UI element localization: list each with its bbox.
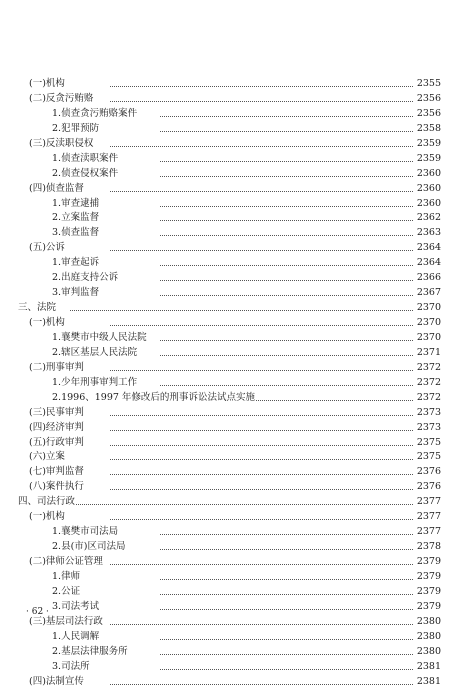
dot-leader (160, 211, 413, 226)
toc-entry (0, 465, 450, 480)
toc-entry (0, 540, 450, 555)
page-number: · 62 · (26, 607, 49, 617)
toc-entry (0, 436, 450, 451)
toc-entry-title: 3.司法考试 (52, 600, 100, 615)
toc-entry-title: 三、法院 (18, 301, 57, 316)
toc-entry-page: 2380 (413, 615, 441, 630)
toc-entry (0, 241, 450, 256)
dot-leader (110, 241, 413, 256)
toc-entry-title: (六)立案 (29, 450, 66, 465)
toc-entry-title: (四)侦查监督 (29, 182, 85, 197)
toc-entry-title: 3.司法所 (52, 660, 91, 675)
toc-entry-page: 2373 (413, 421, 441, 436)
toc-entry-page: 2380 (413, 645, 441, 660)
toc-entry-title: (三)基层司法行政 (29, 615, 104, 630)
toc-entry (0, 301, 450, 316)
dot-leader (110, 675, 413, 689)
toc-entry-page: 2360 (413, 182, 441, 197)
toc-entry-page: 2379 (413, 585, 441, 600)
dot-leader (160, 286, 413, 301)
toc-entry-title: 3.审判监督 (52, 286, 100, 301)
toc-entry (0, 660, 450, 675)
dot-leader (160, 630, 413, 645)
toc-entry (0, 630, 450, 645)
toc-entry (0, 450, 450, 465)
dot-leader (160, 525, 413, 540)
toc-entry-page: 2362 (413, 211, 441, 226)
toc-entry-page: 2379 (413, 555, 441, 570)
toc-entry (0, 510, 450, 525)
toc-entry (0, 331, 450, 346)
dot-leader (110, 480, 413, 495)
dot-leader (160, 197, 413, 212)
toc-entry-title: 2.县(市)区司法局 (52, 540, 126, 555)
toc-entry-title: (七)审判监督 (29, 465, 85, 480)
toc-entry-page: 2358 (413, 122, 441, 137)
dot-leader (110, 436, 413, 451)
toc-entry-page: 2372 (413, 361, 441, 376)
toc-entry (0, 211, 450, 226)
toc-entry-title: 2.侦查侵权案件 (52, 167, 119, 182)
dot-leader (160, 331, 413, 346)
toc-entry-page: 2366 (413, 271, 441, 286)
toc-entry-page: 2377 (413, 525, 441, 540)
toc-entry-page: 2355 (413, 77, 441, 92)
toc-entry-title: (三)民事审判 (29, 406, 85, 421)
dot-leader (70, 495, 413, 510)
toc-entry (0, 152, 450, 167)
toc-entry (0, 585, 450, 600)
toc-entry-page: 2364 (413, 256, 441, 271)
dot-leader (110, 450, 413, 465)
toc-entry-page: 2377 (413, 510, 441, 525)
toc-entry-title: 1.审查逮捕 (52, 197, 100, 212)
dot-leader (110, 421, 413, 436)
dot-leader (160, 660, 413, 675)
toc-entry-title: 1.人民调解 (52, 630, 100, 645)
toc-entry (0, 406, 450, 421)
toc-entry-page: 2371 (413, 346, 441, 361)
toc-entry-title: 3.侦查监督 (52, 226, 100, 241)
toc-entry (0, 570, 450, 585)
toc-entry-page: 2363 (413, 226, 441, 241)
table-of-contents (0, 77, 450, 689)
toc-entry-title: 1.少年刑事审判工作 (52, 376, 138, 391)
toc-entry-page: 2380 (413, 630, 441, 645)
toc-entry-page: 2375 (413, 450, 441, 465)
dot-leader (110, 316, 413, 331)
toc-entry (0, 197, 450, 212)
toc-entry (0, 376, 450, 391)
toc-entry (0, 182, 450, 197)
toc-entry (0, 107, 450, 122)
toc-entry (0, 167, 450, 182)
toc-entry (0, 525, 450, 540)
dot-leader (160, 152, 413, 167)
dot-leader (160, 226, 413, 241)
toc-entry (0, 286, 450, 301)
toc-entry (0, 495, 450, 510)
toc-entry-page: 2376 (413, 465, 441, 480)
toc-entry (0, 346, 450, 361)
toc-entry (0, 226, 450, 241)
toc-entry-title: (八)案件执行 (29, 480, 85, 495)
toc-entry-page: 2381 (413, 675, 441, 689)
dot-leader (160, 256, 413, 271)
dot-leader (160, 540, 413, 555)
toc-entry-title: 1.襄樊市司法局 (52, 525, 119, 540)
toc-entry (0, 555, 450, 570)
toc-entry-title: 四、司法行政 (18, 495, 76, 510)
toc-entry-page: 2372 (413, 376, 441, 391)
dot-leader (110, 92, 413, 107)
toc-entry (0, 92, 450, 107)
toc-entry-page: 2372 (413, 391, 441, 406)
toc-entry-page: 2378 (413, 540, 441, 555)
toc-entry-page: 2373 (413, 406, 441, 421)
dot-leader (160, 122, 413, 137)
toc-entry-page: 2377 (413, 495, 441, 510)
toc-entry-page: 2356 (413, 92, 441, 107)
toc-entry-title: (五)行政审判 (29, 436, 85, 451)
toc-entry (0, 391, 450, 406)
dot-leader (160, 167, 413, 182)
toc-entry-title: (二)刑事审判 (29, 361, 85, 376)
toc-entry (0, 316, 450, 331)
toc-entry-title: (五)公诉 (29, 241, 66, 256)
dot-leader (110, 465, 413, 480)
toc-entry-page: 2379 (413, 600, 441, 615)
toc-entry-title: (一)机构 (29, 510, 66, 525)
toc-entry-title: 2.犯罪预防 (52, 122, 100, 137)
dot-leader (110, 77, 413, 92)
dot-leader (110, 182, 413, 197)
toc-entry-title: (四)经济审判 (29, 421, 85, 436)
toc-entry (0, 271, 450, 286)
toc-entry-title: 2.辖区基层人民法院 (52, 346, 138, 361)
toc-entry (0, 615, 450, 630)
dot-leader (110, 615, 413, 630)
dot-leader (110, 137, 413, 152)
toc-entry-page: 2356 (413, 107, 441, 122)
toc-entry-title: 2.1996、1997 年修改后的刑事诉讼法试点实施 (52, 391, 256, 406)
toc-entry (0, 361, 450, 376)
toc-entry (0, 645, 450, 660)
toc-entry-page: 2359 (413, 152, 441, 167)
toc-entry (0, 77, 450, 92)
toc-entry-title: (一)机构 (29, 316, 66, 331)
toc-entry-title: (二)律师公证管理 (29, 555, 104, 570)
toc-entry-page: 2370 (413, 331, 441, 346)
dot-leader (160, 346, 413, 361)
dot-leader (160, 570, 413, 585)
toc-entry-title: (二)反贪污贿赂 (29, 92, 94, 107)
toc-entry-title: (三)反渎职侵权 (29, 137, 94, 152)
toc-entry (0, 600, 450, 615)
toc-entry-title: 1.律师 (52, 570, 81, 585)
toc-entry (0, 480, 450, 495)
dot-leader (110, 406, 413, 421)
dot-leader (160, 600, 413, 615)
toc-entry-title: 1.侦查贪污贿赂案件 (52, 107, 138, 122)
toc-entry-page: 2381 (413, 660, 441, 675)
toc-entry-title: 2.出庭支持公诉 (52, 271, 119, 286)
dot-leader (160, 645, 413, 660)
toc-entry-page: 2370 (413, 316, 441, 331)
toc-entry-page: 2360 (413, 197, 441, 212)
toc-entry-title: 1.审查起诉 (52, 256, 100, 271)
dot-leader (110, 510, 413, 525)
toc-entry-title: 2.立案监督 (52, 211, 100, 226)
toc-entry (0, 122, 450, 137)
dot-leader (160, 376, 413, 391)
toc-entry-page: 2370 (413, 301, 441, 316)
dot-leader (110, 361, 413, 376)
toc-entry-page: 2359 (413, 137, 441, 152)
toc-entry-page: 2360 (413, 167, 441, 182)
toc-entry-title: 1.襄樊市中级人民法院 (52, 331, 148, 346)
toc-entry-title: (四)法制宣传 (29, 675, 85, 689)
dot-leader (160, 107, 413, 122)
toc-entry-page: 2364 (413, 241, 441, 256)
toc-entry-page: 2379 (413, 570, 441, 585)
toc-entry (0, 675, 450, 689)
toc-entry (0, 421, 450, 436)
toc-entry-page: 2367 (413, 286, 441, 301)
dot-leader (160, 271, 413, 286)
toc-entry (0, 256, 450, 271)
dot-leader (160, 585, 413, 600)
toc-entry-title: (一)机构 (29, 77, 66, 92)
toc-entry-page: 2376 (413, 480, 441, 495)
toc-entry (0, 137, 450, 152)
dot-leader (70, 301, 413, 316)
toc-entry-title: 2.公证 (52, 585, 81, 600)
dot-leader (110, 555, 413, 570)
toc-entry-title: 1.侦查渎职案件 (52, 152, 119, 167)
toc-entry-title: 2.基层法律服务所 (52, 645, 129, 660)
toc-entry-page: 2375 (413, 436, 441, 451)
